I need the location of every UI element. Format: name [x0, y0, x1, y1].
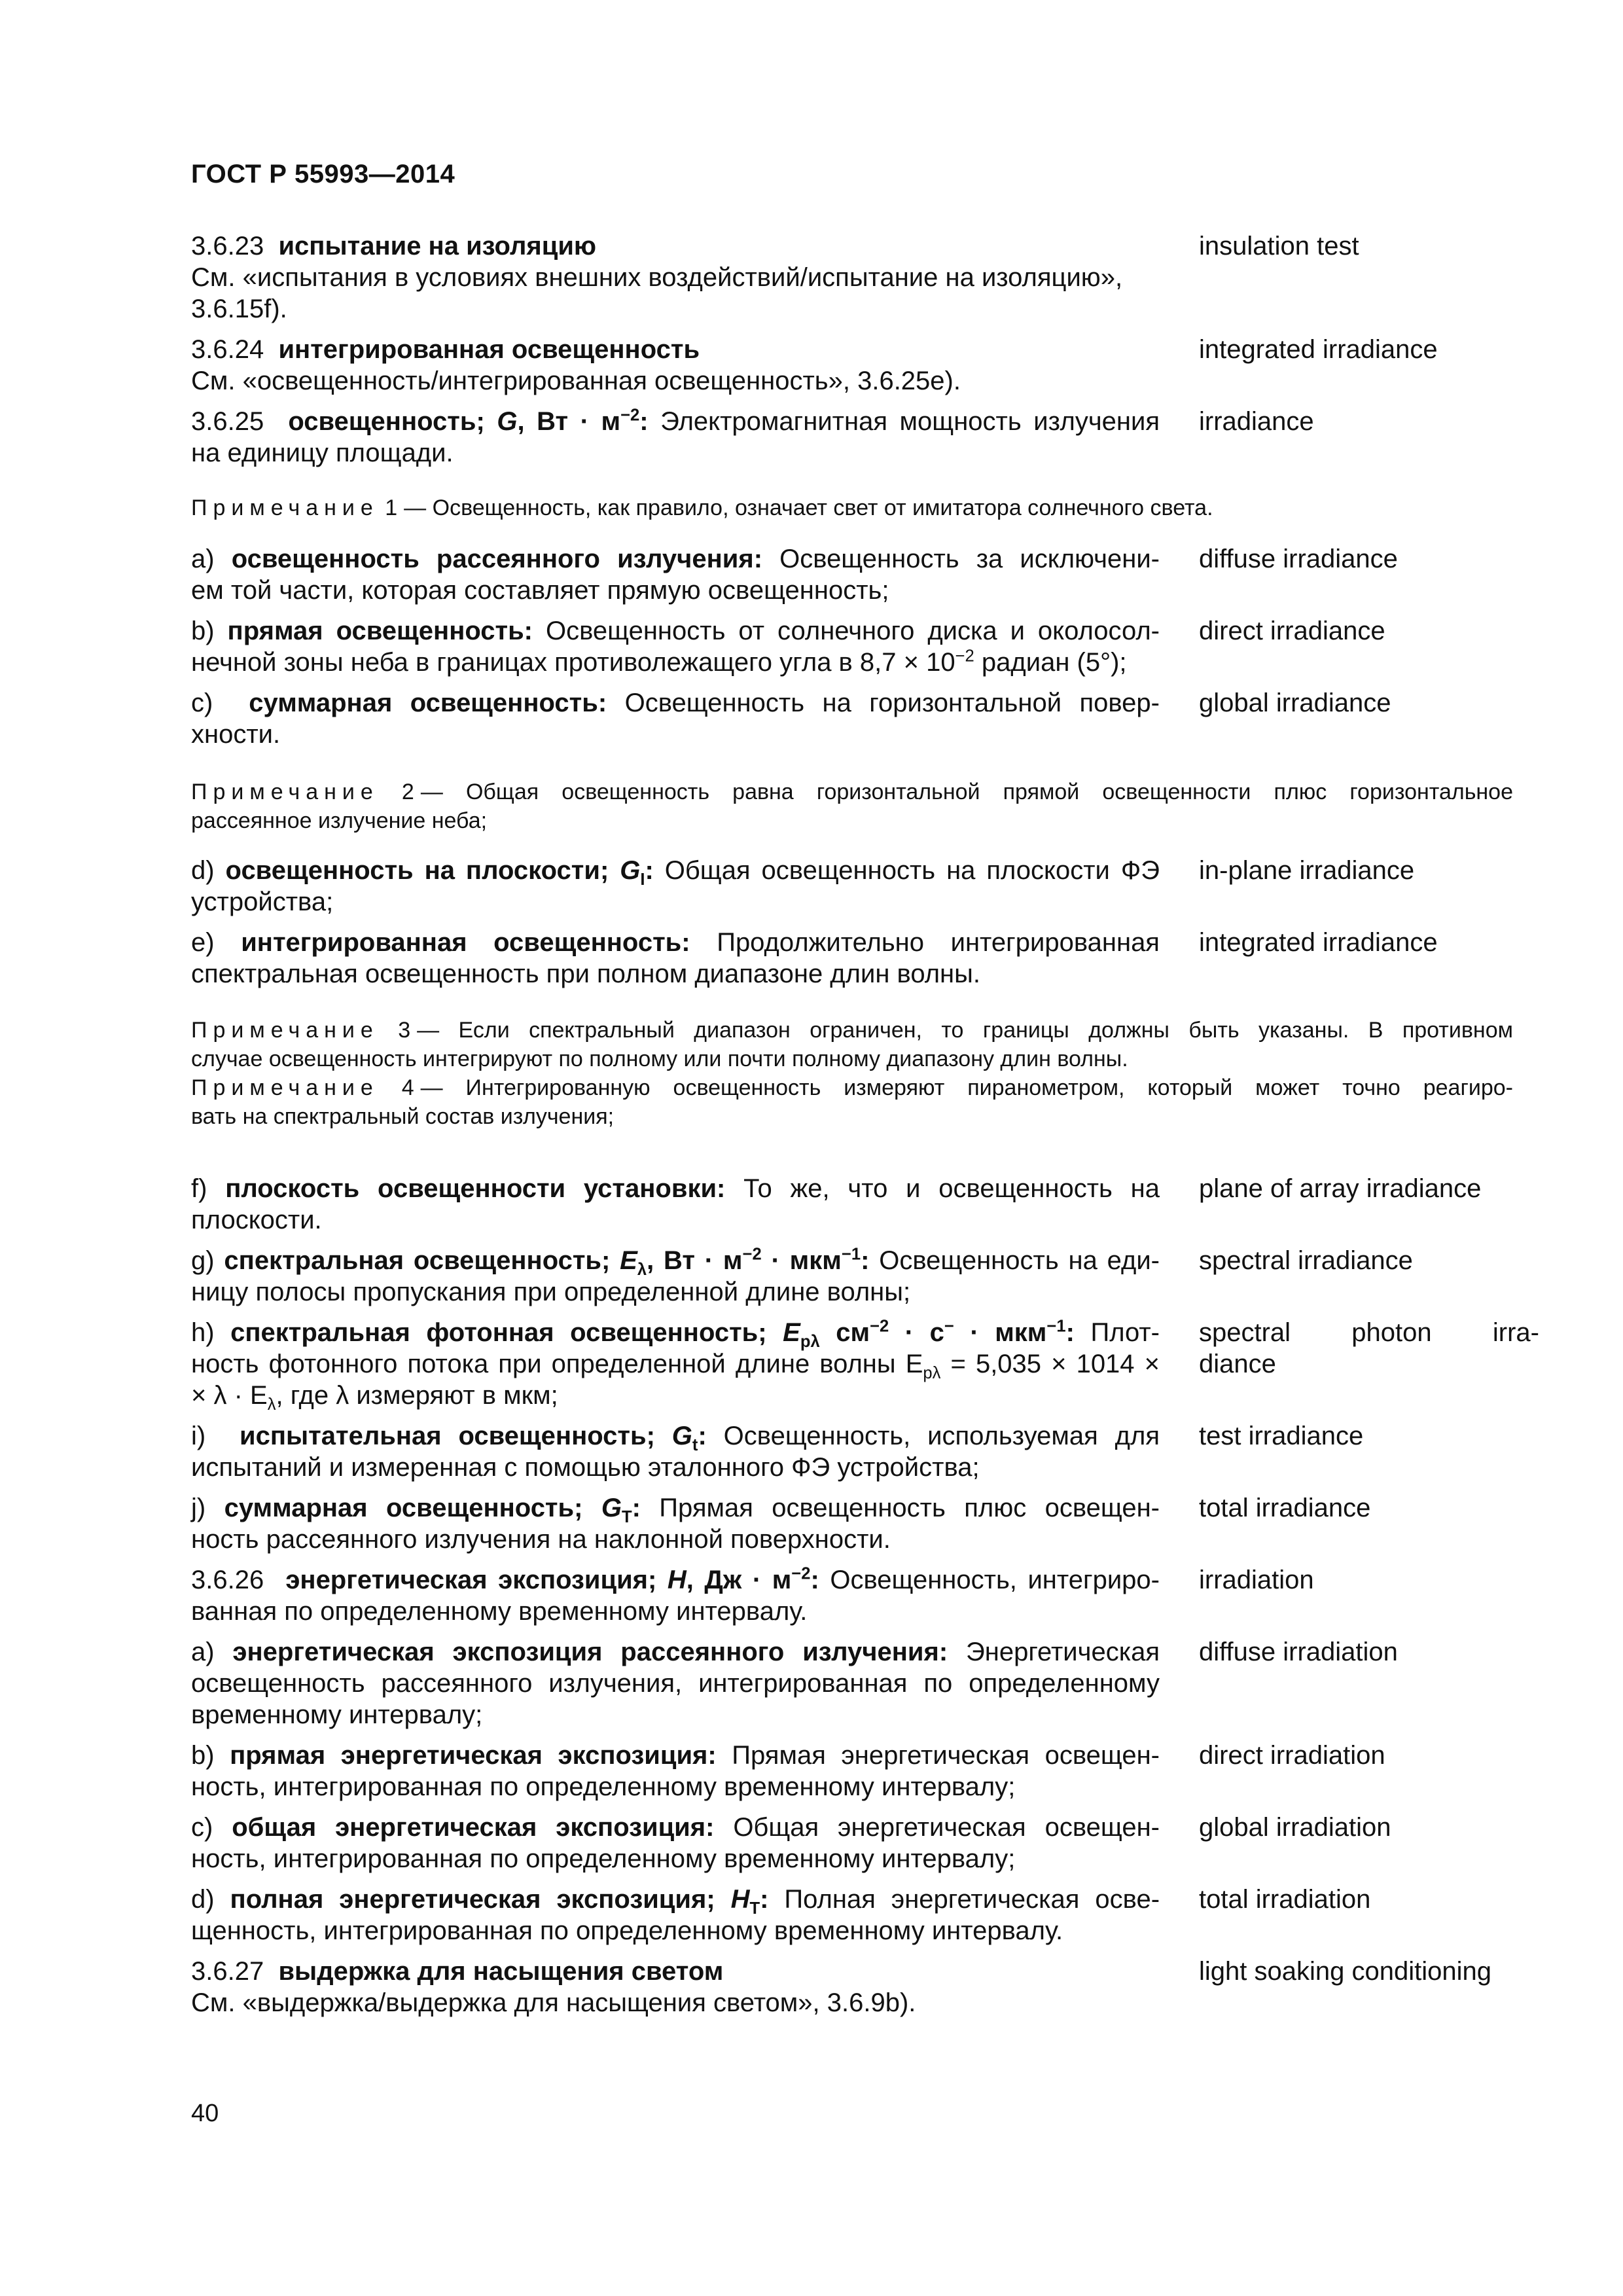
exponent: −2 — [870, 1317, 889, 1336]
page-number: 40 — [191, 2100, 219, 2127]
term-name: интегрированная освещенность — [278, 335, 700, 364]
definition-text: Плот- — [1074, 1318, 1160, 1347]
definition-text: Общая энергетическая освещен- — [714, 1813, 1160, 1842]
term-name: прямая энергетическая экспозиция: — [230, 1741, 717, 1770]
colon: : — [645, 856, 654, 885]
list-letter: c) — [191, 689, 213, 717]
symbol: G — [497, 407, 518, 436]
definition-text: нечной зоны неба в границах противолежащего угла в 8,7 × 10 — [191, 648, 955, 677]
english-term: spectral irradiance — [1199, 1246, 1413, 1275]
definition-text: временному интервалу; — [191, 1700, 483, 1729]
definition-text: ем той части, которая составляет прямую освещенность; — [191, 576, 889, 605]
english-term: total irradiation — [1199, 1885, 1371, 1914]
english-term — [1199, 1317, 1539, 1380]
english-term: integrated irradiance — [1199, 335, 1438, 364]
note-text: — Интегрированную освещенность измеряют пиранометром, который может точно реагиро- — [420, 1075, 1514, 1100]
unit: · мкм — [761, 1246, 842, 1275]
unit: , Вт · м — [647, 1246, 743, 1275]
symbol: G — [671, 1422, 692, 1450]
definition-text: Энергетическая — [948, 1638, 1160, 1666]
definition-text: плоскости. — [191, 1206, 322, 1234]
english-term: light soaking conditioning — [1199, 1957, 1491, 1986]
term-name: спектральная освещенность; — [224, 1246, 611, 1275]
exponent: −1 — [841, 1245, 861, 1264]
subscript: T — [621, 1508, 632, 1526]
clause-number: 3.6.25 — [191, 407, 264, 436]
term-entry — [191, 1740, 1385, 1803]
english-term: irradiation — [1199, 1566, 1314, 1594]
list-letter: d) — [191, 1885, 215, 1914]
colon: : — [639, 407, 649, 436]
definition-text: Полная энергетическая осве- — [768, 1885, 1160, 1914]
unit: см — [819, 1318, 870, 1347]
definition-text: Общая освещенность на плоскости ФЭ — [653, 856, 1160, 885]
definition-text: испытаний и измеренная с помощью эталонного ФЭ устройства; — [191, 1453, 980, 1482]
definition-text: спектральная освещенность при полном диапазоне длин волны. — [191, 960, 980, 988]
term-entry — [191, 1420, 1364, 1483]
definition-text: на единицу площади. — [191, 439, 454, 467]
subscript: t — [692, 1436, 698, 1454]
term-name: полная энергетическая экспозиция; — [230, 1885, 715, 1914]
term-entry — [191, 687, 1391, 750]
list-letter: f) — [191, 1174, 207, 1203]
definition-text: 3.6.15f). — [191, 295, 287, 323]
term-entry — [191, 1245, 1413, 1308]
english-term: irradiance — [1199, 407, 1314, 436]
note-number: 1 — [385, 495, 398, 520]
list-letter: h) — [191, 1318, 215, 1347]
term-name: спектральная фотонная освещенность; — [230, 1318, 767, 1347]
definition-text: хности. — [191, 720, 281, 749]
note-number: 4 — [401, 1075, 414, 1100]
term-name: прямая освещенность: — [227, 617, 533, 645]
term-name: интегрированная освещенность: — [241, 928, 690, 957]
colon: : — [810, 1566, 819, 1594]
unit: , Дж · м — [686, 1566, 792, 1594]
list-letter: e) — [191, 928, 215, 957]
note-number: 3 — [398, 1018, 411, 1043]
term-entry — [191, 1492, 1371, 1555]
note — [191, 1073, 1513, 1131]
term-entry — [191, 406, 1314, 469]
note-text: вать на спектральный состав излучения; — [191, 1104, 615, 1129]
symbol: E — [620, 1246, 637, 1275]
definition-text: Прямая энергетическая освещен- — [716, 1741, 1160, 1770]
term-name: плоскость освещенности установки: — [225, 1174, 726, 1203]
list-letter: i) — [191, 1422, 206, 1450]
definition-text: ницу полосы пропускания при определенной длине волны; — [191, 1278, 911, 1306]
term-entry — [191, 1564, 1314, 1627]
english-term: plane of array irradiance — [1199, 1174, 1482, 1203]
term-name: суммарная освещенность: — [249, 689, 607, 717]
note-text: — Общая освещенность равна горизонтальной прямой освещенности плюс горизонтальное — [420, 780, 1513, 804]
term-name: выдержка для насыщения светом — [278, 1957, 724, 1986]
subscript: λ — [267, 1395, 276, 1414]
definition-text: ванная по определенному временному интервалу. — [191, 1597, 808, 1626]
symbol: E — [783, 1318, 800, 1347]
list-letter: c) — [191, 1813, 213, 1842]
english-term: direct irradiation — [1199, 1741, 1385, 1770]
english-term: in-plane irradiance — [1199, 856, 1415, 885]
term-entry — [191, 1636, 1398, 1731]
english-term: global irradiance — [1199, 689, 1391, 717]
definition-text: Освещенность, интегриро- — [819, 1566, 1160, 1594]
definition-text: щенность, интегрированная по определенному временному интервалу. — [191, 1916, 1063, 1945]
definition-text: См. «выдержка/выдержка для насыщения светом», 3.6.9b). — [191, 1988, 916, 2017]
term-name: освещенность рассеянного излучения: — [231, 545, 763, 573]
term-name: энергетическая экспозиция рассеянного излучения: — [232, 1638, 948, 1666]
clause-number: 3.6.23 — [191, 232, 264, 260]
list-letter: j) — [191, 1494, 206, 1522]
note-text: — Если спектральный диапазон ограничен, то границы должны быть указаны. В противном — [417, 1018, 1513, 1043]
term-entry — [191, 927, 1438, 990]
subscript: pλ — [923, 1364, 941, 1382]
definition-text: = 5,035 × 1014 × — [940, 1350, 1160, 1378]
definition-text: Электромагнитная мощность излучения — [648, 407, 1160, 436]
symbol: G — [620, 856, 641, 885]
unit: · с — [889, 1318, 944, 1347]
colon: : — [861, 1246, 870, 1275]
colon: : — [632, 1494, 641, 1522]
symbol: H — [667, 1566, 687, 1594]
english-term: total irradiance — [1199, 1494, 1371, 1522]
definition-text: ность рассеянного излучения на наклонной поверхности. — [191, 1525, 891, 1554]
definition-text: Продолжительно интегрированная — [690, 928, 1160, 957]
note-text: — Освещенность, как правило, означает свет от имитатора солнечного света. — [404, 495, 1213, 520]
english-term: integrated irradiance — [1199, 928, 1438, 957]
definition-text: ность, интегрированная по определенному временному интервалу; — [191, 1844, 1016, 1873]
list-letter: b) — [191, 1741, 215, 1770]
clause-number: 3.6.26 — [191, 1566, 264, 1594]
english-term: diffuse irradiation — [1199, 1638, 1398, 1666]
colon: : — [1065, 1318, 1075, 1347]
term-name: энергетическая экспозиция; — [285, 1566, 657, 1594]
definition-text: × λ · E — [191, 1381, 268, 1410]
term-entry — [191, 615, 1385, 678]
term-entry — [191, 1884, 1371, 1946]
note — [191, 493, 1513, 522]
definition-text: Освещенность от солнечного диска и околосол- — [533, 617, 1160, 645]
symbol: G — [601, 1494, 622, 1522]
exponent: − — [944, 1317, 954, 1336]
note-label: Примечание — [191, 1018, 379, 1043]
list-letter: b) — [191, 617, 215, 645]
definition-text: , где λ измеряют в мкм; — [276, 1381, 558, 1410]
definition-text: ность фотонного потока при определенной длине волны E — [191, 1350, 923, 1378]
term-entry — [191, 855, 1415, 918]
definition-text: Прямая освещенность плюс освещен- — [640, 1494, 1160, 1522]
note-text: рассеянное излучение неба; — [191, 808, 488, 833]
english-term: test irradiance — [1199, 1422, 1364, 1450]
subscript: λ — [637, 1261, 647, 1279]
definition-text: радиан (5°); — [974, 648, 1127, 677]
note — [191, 778, 1513, 835]
colon: : — [698, 1422, 707, 1450]
list-letter: g) — [191, 1246, 215, 1275]
definition-text: Освещенность на еди- — [869, 1246, 1160, 1275]
english-term: direct irradiance — [1199, 617, 1385, 645]
definition-text: устройства; — [191, 888, 334, 916]
list-letter: a) — [191, 545, 215, 573]
document-header: ГОСТ Р 55993—2014 — [191, 160, 455, 188]
list-letter: a) — [191, 1638, 215, 1666]
definition-text: То же, что и освещенность на — [725, 1174, 1160, 1203]
definition-text: Освещенность за исключени- — [762, 545, 1160, 573]
exponent: −1 — [1046, 1317, 1066, 1336]
english-term-line: diance — [1199, 1350, 1276, 1378]
term-name: испытательная освещенность; — [240, 1422, 655, 1450]
term-entry — [191, 1956, 1491, 2018]
colon: : — [760, 1885, 769, 1914]
term-name: испытание на изоляцию — [278, 232, 597, 260]
english-term: global irradiation — [1199, 1813, 1391, 1842]
clause-number: 3.6.24 — [191, 335, 264, 364]
note — [191, 1016, 1513, 1073]
definition-text: ность, интегрированная по определенному временному интервалу; — [191, 1772, 1016, 1801]
definition-text: Освещенность на горизонтальной повер- — [607, 689, 1160, 717]
term-entry — [191, 543, 1398, 606]
note-label: Примечание — [191, 495, 379, 520]
definition-text: См. «освещенность/интегрированная освещенность», 3.6.25e). — [191, 367, 961, 395]
exponent: −2 — [791, 1564, 811, 1583]
term-name: суммарная освещенность; — [224, 1494, 583, 1522]
exponent: −2 — [742, 1245, 762, 1264]
term-entry — [191, 1173, 1482, 1236]
term-entry — [191, 230, 1359, 325]
definition-text: См. «испытания в условиях внешних воздействий/испытание на изоляцию», — [191, 263, 1123, 292]
subscript: pλ — [800, 1333, 820, 1351]
subscript: I — [640, 870, 645, 889]
symbol: H — [730, 1885, 750, 1914]
note-number: 2 — [401, 780, 414, 804]
definition-text: освещенность рассеянного излучения, интегрированная по определенному — [191, 1669, 1160, 1698]
clause-number: 3.6.27 — [191, 1957, 264, 1986]
exponent: −2 — [620, 406, 640, 425]
definition-text: Освещенность, используемая для — [706, 1422, 1160, 1450]
note-label: Примечание — [191, 780, 379, 804]
exponent: −2 — [955, 647, 974, 666]
term-entry — [191, 1812, 1391, 1874]
list-letter: d) — [191, 856, 215, 885]
term-name: освещенность на плоскости; — [225, 856, 609, 885]
term-name: общая энергетическая экспозиция: — [232, 1813, 715, 1842]
note-text: случае освещенность интегрируют по полному или почти полному диапазону длин волны. — [191, 1047, 1128, 1071]
term-name: освещенность; — [288, 407, 485, 436]
term-entry — [191, 334, 1438, 397]
note-label: Примечание — [191, 1075, 379, 1100]
english-term-line: spectral photon irra- — [1199, 1318, 1539, 1347]
english-term: insulation test — [1199, 232, 1359, 260]
unit: · мкм — [954, 1318, 1047, 1347]
unit: , Вт · м — [517, 407, 621, 436]
subscript: T — [749, 1899, 760, 1918]
english-term: diffuse irradiance — [1199, 545, 1398, 573]
term-entry — [191, 1317, 1539, 1414]
